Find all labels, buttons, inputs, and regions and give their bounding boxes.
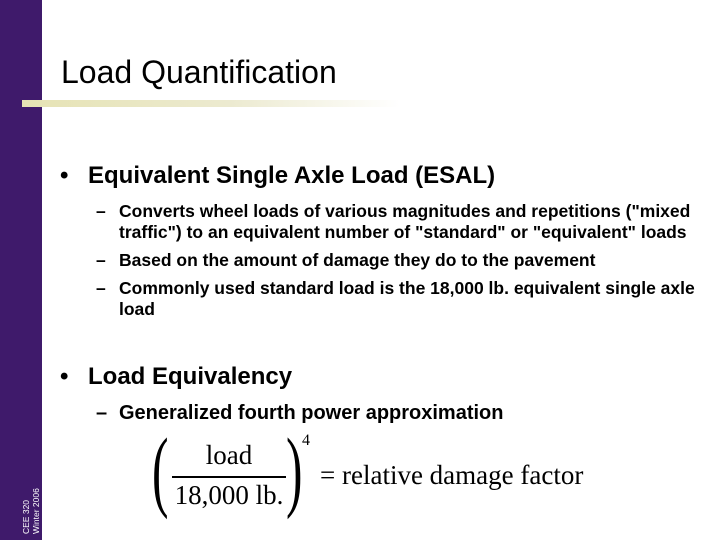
slide-title: Load Quantification [61, 54, 337, 90]
formula-numerator: load [205, 440, 253, 470]
subitem-text: Generalized fourth power approximation [119, 402, 504, 424]
fourth-power-formula [150, 421, 620, 522]
bullet-esal [60, 162, 495, 190]
dash-symbol: – [96, 201, 106, 221]
term-label: Winter 2006 [31, 488, 41, 534]
bullet-load-equivalency [60, 363, 292, 391]
left-parenthesis: ( [152, 421, 169, 520]
esal-subitems [96, 201, 706, 320]
formula-denominator: 18,000 lb. [174, 480, 284, 510]
load-equivalency-subitems [96, 401, 706, 425]
list-item [96, 401, 706, 425]
bullet-dot: • [60, 363, 69, 390]
bullet-dot: • [60, 162, 69, 189]
list-item [96, 250, 706, 271]
list-item [96, 278, 706, 320]
dash-symbol: – [96, 278, 106, 298]
bullet-esal-text: Equivalent Single Axle Load (ESAL) [88, 162, 496, 189]
dash-symbol: – [96, 402, 108, 424]
title-underline [22, 100, 400, 107]
course-caption [21, 488, 41, 540]
formula-rhs: = relative damage factor [320, 460, 584, 490]
subitem-text: Based on the amount of damage they do to the pavement [119, 250, 596, 270]
bullet-load-equivalency-text: Load Equivalency [88, 363, 293, 390]
subitem-text: Converts wheel loads of various magnitudes and repetitions ("mixed traffic") to an equivalent number of "standard" or "equivalent" loads [119, 201, 691, 242]
subitem-text: Commonly used standard load is the 18,000 lb. equivalent single axle load [119, 278, 695, 319]
course-label: CEE 320 [21, 499, 31, 534]
formula-exponent: 4 [302, 432, 310, 449]
sidebar [0, 0, 42, 540]
list-item [96, 201, 706, 243]
dash-symbol: – [96, 250, 106, 270]
fraction-bar [172, 476, 286, 478]
right-parenthesis: ) [286, 421, 303, 520]
